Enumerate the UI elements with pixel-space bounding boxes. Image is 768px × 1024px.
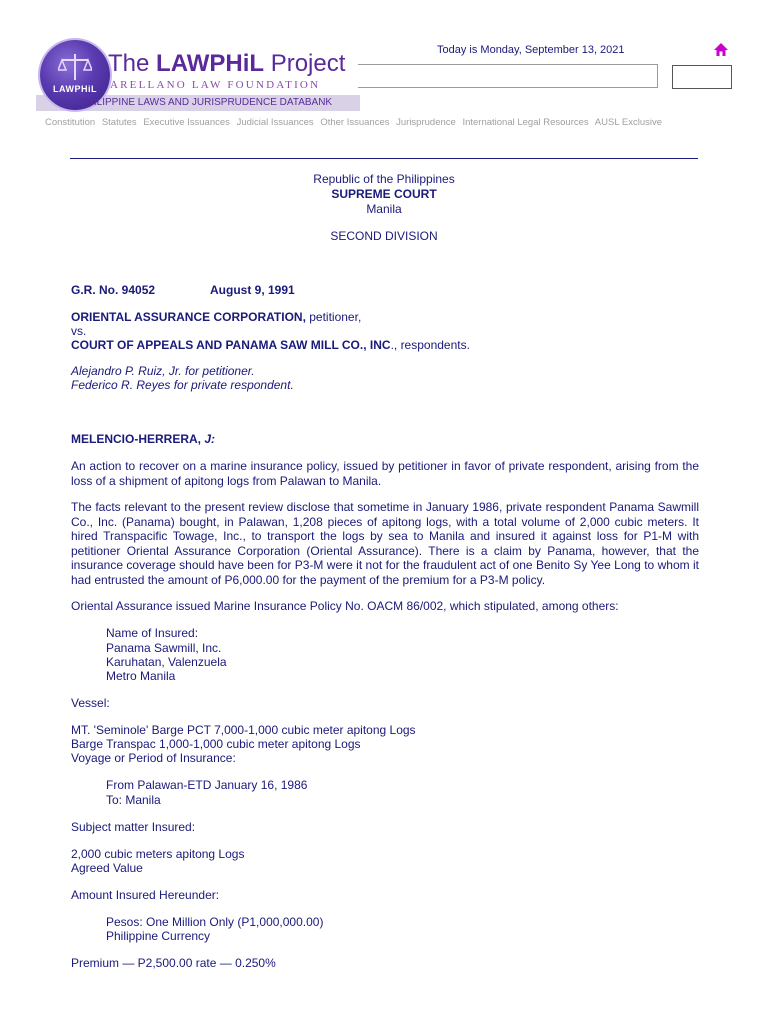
paragraph-1: An action to recover on a marine insurance policy, issued by petitioner in favor of private respondent, arising from the loss of a shipment of apitong logs from Palawan to Manila. (71, 459, 699, 488)
vessel-1: MT. 'Seminole' Barge PCT 7,000-1,000 cubic meter apitong Logs (71, 723, 416, 737)
vessel-2: Barge Transpac 1,000-1,000 cubic meter apitong Logs (71, 737, 361, 751)
home-icon[interactable] (713, 42, 729, 58)
case-date: August 9, 1991 (210, 283, 295, 297)
today-date: Today is Monday, September 13, 2021 (437, 44, 625, 56)
logo-badge-label: LAWPHiL (53, 84, 97, 94)
main-nav (45, 117, 666, 128)
republic-line: Republic of the Philippines (313, 172, 455, 186)
case-number: G.R. No. 94052 (71, 283, 156, 297)
databank-label: PHILIPPINE LAWS AND JURISPRUDENCE DATABANK (80, 97, 333, 108)
site-title-brand: LAWPHiL (156, 50, 265, 77)
search-input[interactable] (358, 64, 658, 88)
amount-currency: Philippine Currency (106, 929, 211, 943)
ponente-suffix: J: (201, 432, 216, 446)
paragraph-2: The facts relevant to the present review disclose that sometime in January 1986, private respondent Panama Sawmill Co., Inc. (Panama) bought, in Palawan, 1,208 pieces of apitong logs, with a total volume of 2,000 cubic meters. It hired Transpacific Towage, Inc., to transport the logs by sea to Manila and insured it against loss for P1-M with petitioner Oriental Assurance Corporation (Oriental Assurance). There is a claim by Panama, however, that the insurance coverage should have been for P3-M were it not for the fraudulent act of one Benito Sy Yee Long to whom it had entrusted the amount of P6,000.00 for the payment of the premium for a P3-M policy. (71, 500, 699, 587)
amount-value: Pesos: One Million Only (P1,000,000.00) (106, 915, 324, 929)
versus: vs. (71, 324, 87, 338)
counsel-respondent: Federico R. Reyes for private respondent. (71, 378, 294, 392)
site-title-suffix: Project (264, 50, 346, 77)
nav-international-legal-resources[interactable]: International Legal Resources (462, 117, 589, 128)
site-title[interactable] (108, 50, 345, 78)
nav-statutes[interactable]: Statutes (101, 117, 137, 128)
subject-value: 2,000 cubic meters apitong Logs (71, 847, 245, 861)
respondent-line (71, 338, 699, 353)
division-name: SECOND DIVISION (330, 229, 438, 243)
petitioner-line (71, 310, 699, 325)
nav-other-issuances[interactable]: Other Issuances (320, 117, 390, 128)
ponente (71, 432, 699, 447)
subject-label: Subject matter Insured: (71, 820, 196, 834)
site-title-prefix: The (108, 50, 157, 77)
court-name: SUPREME COURT (331, 187, 437, 201)
insured-name: Panama Sawmill, Inc. (106, 641, 222, 655)
header-divider (70, 158, 698, 159)
voyage-label: Voyage or Period of Insurance: (71, 751, 236, 765)
vessel-label: Vessel: (71, 696, 110, 710)
premium-line: Premium — P2,500.00 rate — 0.250% (71, 956, 276, 970)
insured-address-1: Karuhatan, Valenzuela (106, 655, 227, 669)
ponente-name: MELENCIO-HERRERA, (71, 432, 202, 446)
petitioner-name: ORIENTAL ASSURANCE CORPORATION, (71, 310, 306, 324)
counsel-petitioner: Alejandro P. Ruiz, Jr. for petitioner. (71, 364, 255, 378)
insured-label: Name of Insured: (106, 626, 199, 640)
search-button[interactable] (672, 65, 732, 89)
respondent-role: ., respondents. (390, 338, 470, 352)
amount-label: Amount Insured Hereunder: (71, 888, 220, 902)
voyage-from: From Palawan-ETD January 16, 1986 (106, 778, 308, 792)
voyage-to: To: Manila (106, 793, 161, 807)
nav-ausl-exclusive[interactable]: AUSL Exclusive (594, 117, 663, 128)
insured-address-2: Metro Manila (106, 669, 176, 683)
scales-icon (58, 52, 92, 82)
petitioner-role: petitioner, (305, 310, 362, 324)
paragraph-3: Oriental Assurance issued Marine Insurance Policy No. OACM 86/002, which stipulated, among others: (71, 599, 619, 613)
nav-judicial-issuances[interactable]: Judicial Issuances (236, 117, 314, 128)
nav-executive-issuances[interactable]: Executive Issuances (143, 117, 230, 128)
respondent-name: COURT OF APPEALS AND PANAMA SAW MILL CO., INC (71, 338, 391, 352)
nav-constitution[interactable]: Constitution (45, 117, 96, 128)
nav-jurisprudence[interactable]: Jurisprudence (396, 117, 456, 128)
subject-agreed-value: Agreed Value (71, 861, 143, 875)
site-subtitle: ARELLANO LAW FOUNDATION (110, 79, 321, 91)
court-city: Manila (366, 202, 402, 216)
